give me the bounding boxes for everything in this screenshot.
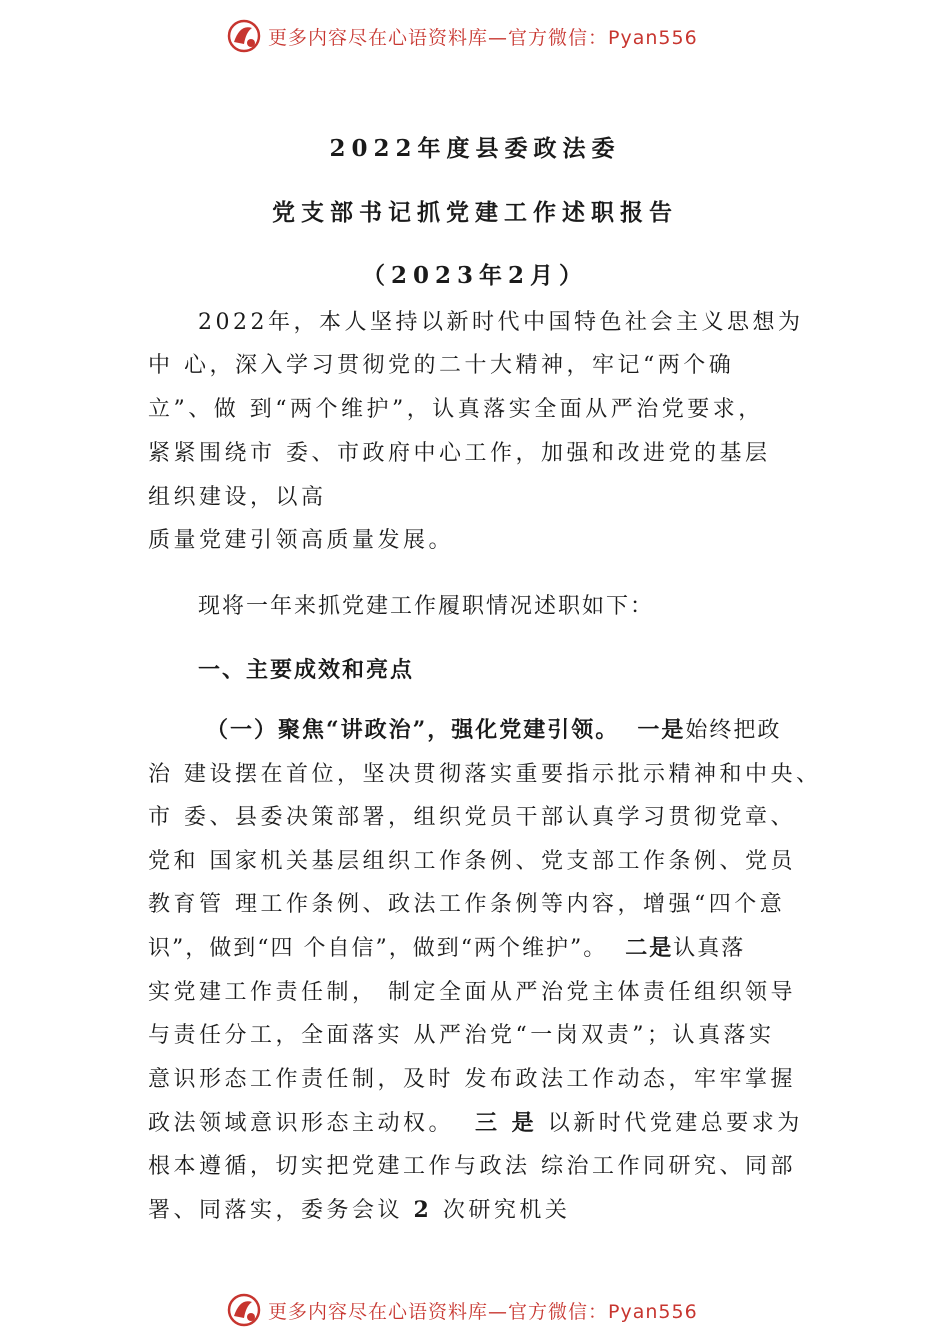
subsection-line bbox=[206, 715, 781, 746]
body-line: 教育管 理工作条例、政法工作条例等内容，增强“四个意 bbox=[148, 892, 786, 917]
doc-title-line2: 党支部书记抓党建工作述职报告 bbox=[272, 199, 678, 226]
intro-line: 组织建设，以高 bbox=[148, 485, 327, 510]
section-heading: 一、主要成效和亮点 bbox=[198, 657, 415, 683]
subsection-heading: （一）聚焦“讲政治”，强化党建引领。 bbox=[206, 717, 620, 743]
body-line bbox=[148, 1195, 570, 1226]
body-line bbox=[148, 933, 745, 964]
body-text: 署、同落实，委务会议 bbox=[148, 1198, 404, 1223]
watermark-text: 更多内容尽在心语资料库—官方微信：Pyan556 bbox=[268, 26, 698, 49]
intro-line: 质量党建引领高质量发展。 bbox=[148, 528, 455, 553]
watermark-footer bbox=[226, 1290, 698, 1330]
body-text: 政法领域意识形态主动权。 bbox=[148, 1111, 455, 1136]
doc-title-line1: 2022年度县委政法委 bbox=[329, 135, 621, 162]
point-lead: 二是 bbox=[625, 935, 674, 961]
body-text: 以新时代党建总要求为 bbox=[547, 1111, 803, 1136]
watermark-text: 更多内容尽在心语资料库—官方微信：Pyan556 bbox=[268, 1300, 698, 1323]
body-line: 治 建设摆在首位，坚决贯彻落实重要指示批示精神和中央、 bbox=[148, 762, 822, 787]
body-text: 识”，做到“四 个自信”，做到“两个维护”。 bbox=[148, 936, 608, 961]
body-text: 认真落 bbox=[673, 936, 746, 961]
body-line bbox=[148, 1108, 803, 1139]
body-line: 实党建工作责任制， 制定全面从严治党主体责任组织领导 bbox=[148, 980, 796, 1005]
watermark-header bbox=[226, 16, 698, 56]
point-lead: 一是 bbox=[637, 717, 686, 743]
body-line: 与责任分工，全面落实 从严治党“一岗双责”；认真落实 bbox=[148, 1023, 775, 1048]
intro-line: 中 心，深入学习贯彻党的二十大精神，牢记“两个确 bbox=[148, 353, 735, 378]
intro-line: 紧紧围绕市 委、市政府中心工作，加强和改进党的基层 bbox=[148, 441, 771, 466]
body-line: 意识形态工作责任制，及时 发布政法工作动态，牢牢掌握 bbox=[148, 1067, 796, 1092]
transition-text: 现将一年来抓党建工作履职情况述职如下： bbox=[198, 594, 655, 619]
body-text: 次研究机关 bbox=[442, 1198, 571, 1223]
intro-line: 2022年，本人坚持以新时代中国特色社会主义思想为 bbox=[198, 310, 804, 335]
count-number: 2 bbox=[413, 1197, 433, 1223]
watermark-logo-icon bbox=[226, 1292, 262, 1328]
body-line: 市 委、县委决策部署，组织党员干部认真学习贯彻党章、 bbox=[148, 805, 796, 830]
body-line: 党和 国家机关基层组织工作条例、党支部工作条例、党员 bbox=[148, 849, 796, 874]
doc-date: （2023年2月） bbox=[361, 262, 589, 289]
intro-line: 立”、做 到“两个维护”，认真落实全面从严治党要求， bbox=[148, 397, 764, 422]
body-line: 根本遵循，切实把党建工作与政法 综治工作同研究、同部 bbox=[148, 1154, 796, 1179]
point-lead: 三 是 bbox=[475, 1110, 538, 1136]
body-text: 始终把政 bbox=[685, 718, 782, 743]
watermark-logo-icon bbox=[226, 18, 262, 54]
